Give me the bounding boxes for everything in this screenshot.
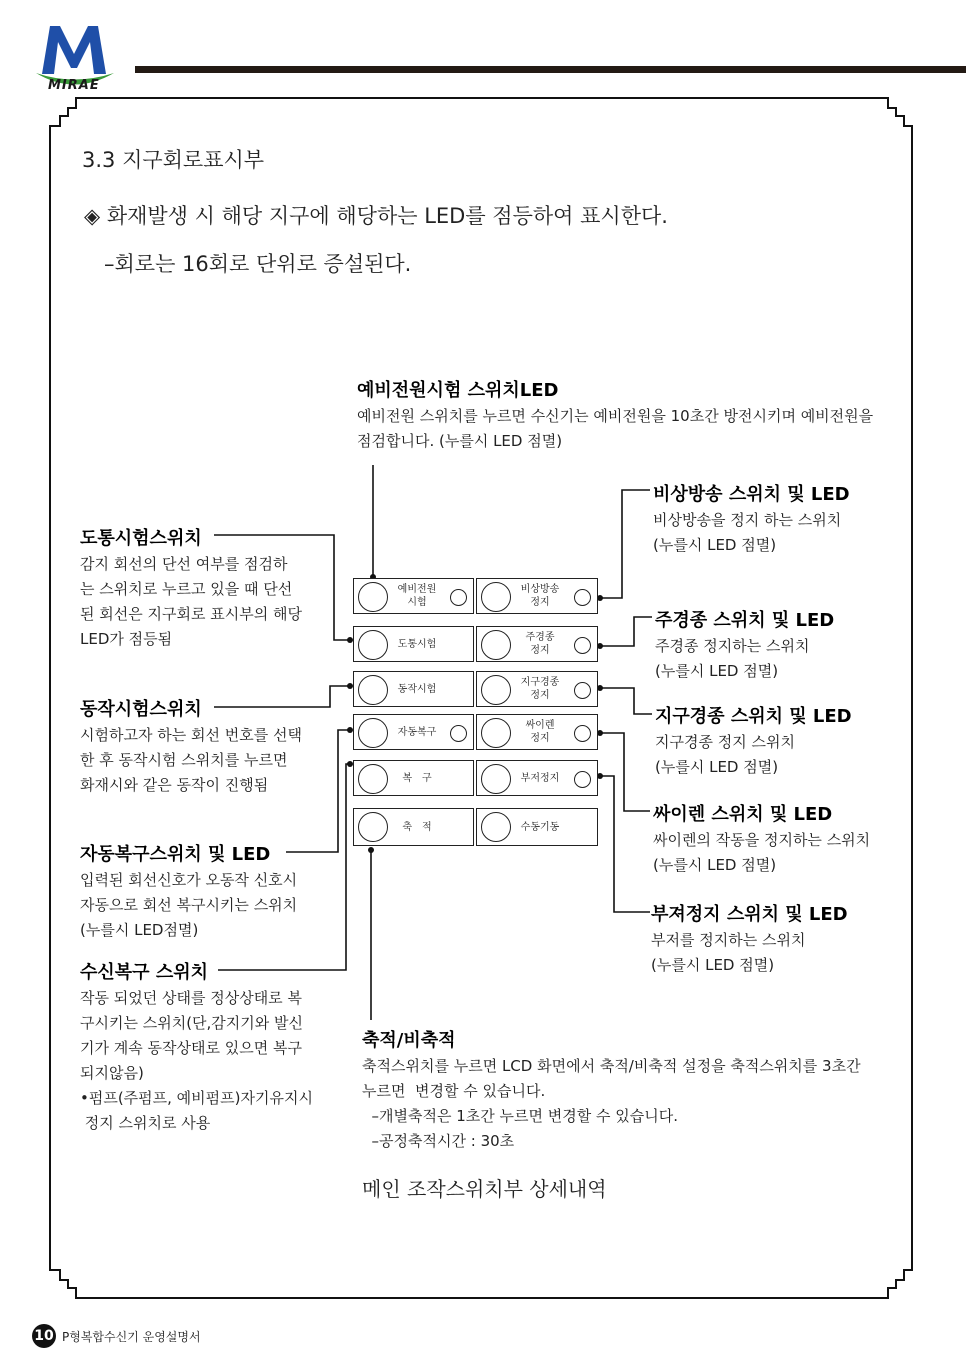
callout-desc-line: 싸이렌의 작동을 정지하는 스위치 bbox=[653, 831, 871, 849]
callout-desc-line: –공정축적시간 : 30초 bbox=[362, 1132, 515, 1150]
callout-desc-line: 정지 스위치로 사용 bbox=[80, 1114, 211, 1132]
panel-switch-label: 싸이렌 정지 bbox=[525, 720, 555, 744]
callout-desc-line: 점검합니다. (누를시 LED 점멸) bbox=[357, 432, 563, 450]
callout-siren bbox=[653, 800, 870, 878]
panel-switch-label: 도통시험 bbox=[397, 638, 437, 650]
led-indicator-icon bbox=[574, 725, 591, 742]
callout-receiver-recovery bbox=[80, 958, 313, 1136]
callout-desc-line: 주경종 정지하는 스위치 bbox=[655, 637, 810, 655]
callout-desc-line: –개별축적은 1초간 누르면 변경할 수 있습니다. bbox=[362, 1107, 679, 1125]
push-button-icon[interactable] bbox=[358, 675, 388, 705]
callout-title: 수신복구 스위치 bbox=[80, 962, 208, 983]
callout-desc-line: 기가 계속 동작상태로 있으면 복구 bbox=[80, 1039, 302, 1057]
callout-desc-line: 자동으로 회선 복구시키는 스위치 bbox=[80, 896, 298, 914]
lead-subtext: –회로는 16회로 단위로 증설된다. bbox=[104, 252, 412, 276]
callout-desc-line: 비상방송을 정지 하는 스위치 bbox=[653, 511, 842, 529]
push-button-icon[interactable] bbox=[481, 764, 511, 794]
callout-desc-line: 예비전원 스위치를 누르면 수신기는 예비전원을 10초간 방전시키며 예비전원을 bbox=[357, 407, 874, 425]
callout-desc-line: 축적스위치를 누르면 LCD 화면에서 축적/비축적 설정을 축적스위치를 3초간 bbox=[362, 1057, 861, 1075]
panel-switch-left-0[interactable] bbox=[353, 578, 474, 614]
panel-switch-label: 부저정지 bbox=[520, 772, 560, 784]
push-button-icon[interactable] bbox=[481, 582, 511, 612]
callout-desc-line: 화재시와 같은 동작이 진행됨 bbox=[80, 776, 269, 794]
push-button-icon[interactable] bbox=[358, 630, 388, 660]
panel-switch-label: 자동복구 bbox=[397, 726, 437, 738]
led-indicator-icon bbox=[450, 725, 467, 742]
callout-desc-line: 는 스위치로 누르고 있을 때 단선 bbox=[80, 580, 293, 598]
panel-switch-left-3[interactable] bbox=[353, 714, 474, 750]
callout-title: 주경종 스위치 및 LED bbox=[655, 610, 835, 631]
panel-switch-label: 주경종 정지 bbox=[525, 632, 555, 656]
callout-zone-bell bbox=[655, 702, 852, 780]
panel-switch-right-4[interactable] bbox=[476, 760, 598, 796]
callout-desc-line: 작동 되었던 상태를 정상상태로 복 bbox=[80, 989, 302, 1007]
callout-desc-line: 된 회선은 지구회로 표시부의 해당 bbox=[80, 605, 302, 623]
callout-title: 동작시험스위치 bbox=[80, 699, 202, 720]
panel-switch-right-3[interactable] bbox=[476, 714, 598, 750]
led-indicator-icon bbox=[450, 589, 467, 606]
callout-desc-line: 감지 회선의 단선 여부를 점검하 bbox=[80, 555, 288, 573]
callout-desc-line: 입력된 회선신호가 오동작 신호시 bbox=[80, 871, 298, 889]
led-indicator-icon bbox=[574, 637, 591, 654]
lead-text: ◈ 화재발생 시 해당 지구에 해당하는 LED를 점등하여 표시한다. bbox=[84, 204, 668, 228]
callout-title: 지구경종 스위치 및 LED bbox=[655, 706, 852, 727]
callout-operation-test bbox=[80, 695, 302, 798]
callout-desc-line: •펌프(주펌프, 예비펌프)자기유지시 bbox=[80, 1089, 313, 1107]
footer-text: P형복합수신기 운영설명서 bbox=[62, 1330, 201, 1344]
callout-title: 싸이렌 스위치 및 LED bbox=[653, 804, 833, 825]
push-button-icon[interactable] bbox=[481, 675, 511, 705]
push-button-icon[interactable] bbox=[358, 718, 388, 748]
callout-battery-test bbox=[357, 376, 873, 454]
callout-title: 축적/비축적 bbox=[362, 1030, 456, 1051]
panel-switch-label: 동작시험 bbox=[397, 683, 437, 695]
callout-desc-line: 누르면 변경할 수 있습니다. bbox=[362, 1082, 546, 1100]
callout-desc-line: 되지않음) bbox=[80, 1064, 144, 1082]
callout-desc-line: (누를시 LED점멸) bbox=[80, 921, 199, 939]
panel-switch-left-5[interactable] bbox=[353, 808, 474, 846]
callout-continuity-test bbox=[80, 524, 302, 652]
logo-text: MIRAE bbox=[48, 78, 100, 93]
push-button-icon[interactable] bbox=[358, 582, 388, 612]
callout-desc-line: 시험하고자 하는 회선 번호를 선택 bbox=[80, 726, 302, 744]
panel-switch-label: 수동기동 bbox=[520, 821, 560, 833]
callout-desc-line: (누를시 LED 점멸) bbox=[653, 536, 777, 554]
panel-switch-right-2[interactable] bbox=[476, 671, 598, 707]
push-button-icon[interactable] bbox=[481, 630, 511, 660]
callout-main-bell bbox=[655, 606, 834, 684]
panel-switch-right-1[interactable] bbox=[476, 626, 598, 662]
callout-desc-line: (누를시 LED 점멸) bbox=[653, 856, 777, 874]
led-indicator-icon bbox=[574, 589, 591, 606]
push-button-icon[interactable] bbox=[481, 718, 511, 748]
panel-switch-label: 지구경종 정지 bbox=[520, 677, 560, 701]
panel-switch-label: 축 적 bbox=[402, 821, 432, 833]
callout-desc-line: 구시키는 스위치(단,감지기와 발신 bbox=[80, 1014, 304, 1032]
led-indicator-icon bbox=[574, 682, 591, 699]
callout-accumulate bbox=[362, 1026, 861, 1154]
callout-title: 자동복구스위치 및 LED bbox=[80, 844, 271, 865]
panel-switch-left-1[interactable] bbox=[353, 626, 474, 662]
figure-caption: 메인 조작스위치부 상세내역 bbox=[362, 1177, 607, 1201]
panel-switch-label: 비상방송 정지 bbox=[520, 584, 560, 608]
callout-desc-line: 지구경종 정지 스위치 bbox=[655, 733, 795, 751]
panel-switch-label: 예비전원 시험 bbox=[397, 584, 437, 608]
led-indicator-icon bbox=[574, 771, 591, 788]
callout-emergency-broadcast bbox=[653, 480, 850, 558]
callout-title: 비상방송 스위치 및 LED bbox=[653, 484, 850, 505]
callout-title: 도통시험스위치 bbox=[80, 528, 202, 549]
push-button-icon[interactable] bbox=[481, 812, 511, 842]
panel-switch-right-0[interactable] bbox=[476, 578, 598, 614]
push-button-icon[interactable] bbox=[358, 812, 388, 842]
callout-desc-line: (누를시 LED 점멸) bbox=[651, 956, 775, 974]
panel-switch-label: 복 구 bbox=[402, 772, 432, 784]
callout-desc-line: LED가 점등됨 bbox=[80, 630, 173, 648]
page-number: 10 bbox=[32, 1324, 56, 1348]
callout-desc-line: (누를시 LED 점멸) bbox=[655, 758, 779, 776]
panel-switch-left-4[interactable] bbox=[353, 760, 474, 796]
section-title: 3.3 지구회로표시부 bbox=[82, 148, 265, 172]
callout-desc-line: 부저를 정지하는 스위치 bbox=[651, 931, 806, 949]
callout-auto-recovery bbox=[80, 840, 297, 943]
callout-buzzer bbox=[651, 900, 848, 978]
panel-switch-right-5[interactable] bbox=[476, 808, 598, 846]
callout-title: 예비전원시험 스위치LED bbox=[357, 380, 559, 401]
callout-title: 부져정지 스위치 및 LED bbox=[651, 904, 848, 925]
callout-desc-line: 한 후 동작시험 스위치를 누르면 bbox=[80, 751, 288, 769]
push-button-icon[interactable] bbox=[358, 764, 388, 794]
panel-switch-left-2[interactable] bbox=[353, 671, 474, 707]
callout-desc-line: (누를시 LED 점멸) bbox=[655, 662, 779, 680]
